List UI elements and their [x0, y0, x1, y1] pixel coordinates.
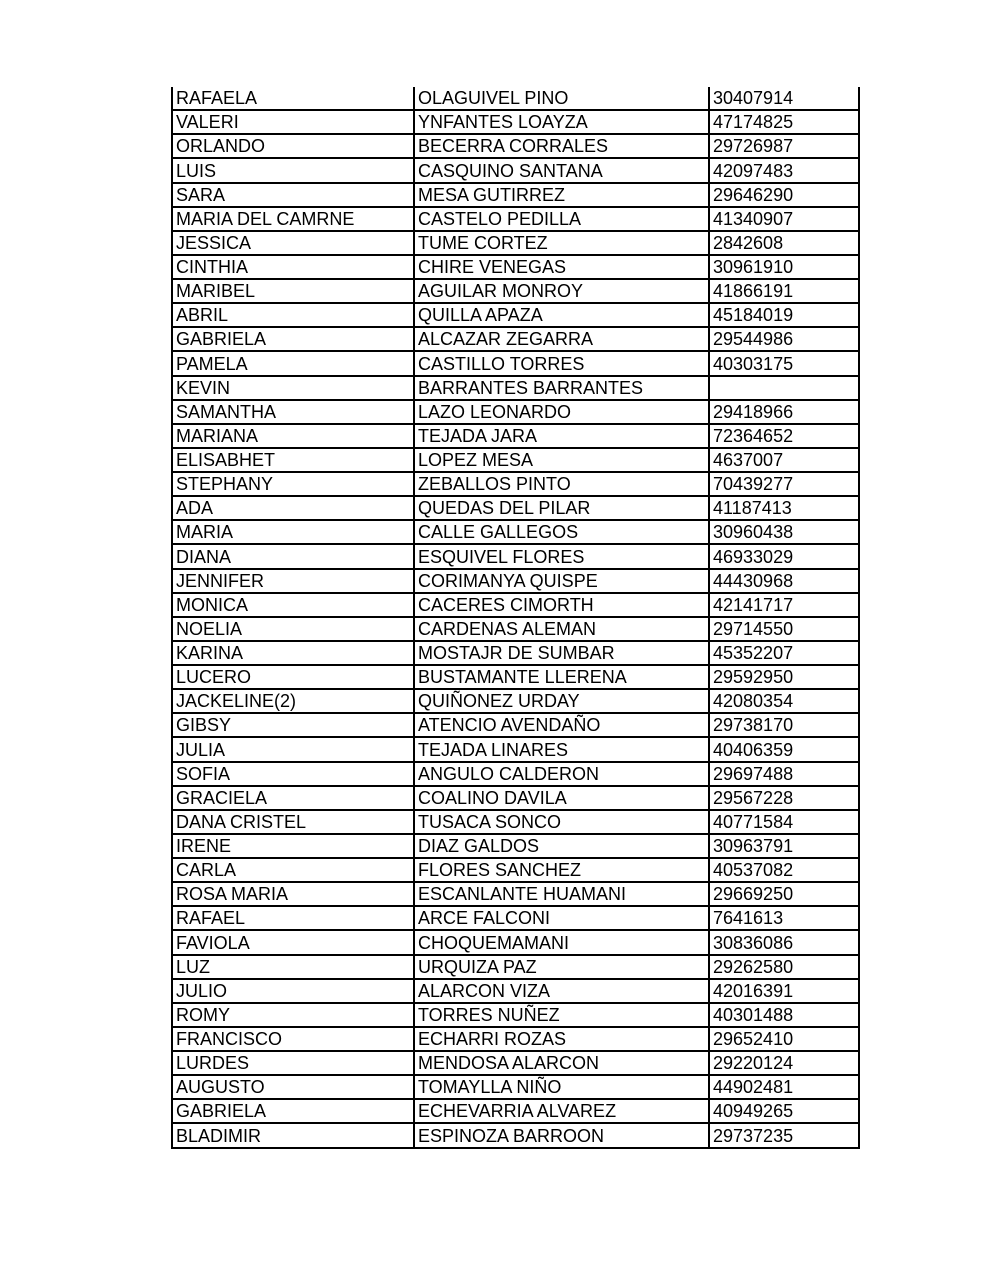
- table-row: [172, 183, 859, 207]
- surname-cell: CASTELO PEDILLA: [414, 207, 709, 231]
- id-number-cell: 30836086: [709, 930, 859, 954]
- first-name-cell: JACKELINE(2): [172, 689, 414, 713]
- surname-cell: CHIRE VENEGAS: [414, 255, 709, 279]
- first-name-cell: MARIANA: [172, 424, 414, 448]
- surname-cell: ECHEVARRIA ALVAREZ: [414, 1099, 709, 1123]
- table-body: [172, 87, 859, 1148]
- first-name-cell: RAFAELA: [172, 87, 414, 110]
- surname-cell: URQUIZA PAZ: [414, 955, 709, 979]
- id-number-cell: 29697488: [709, 762, 859, 786]
- table-row: [172, 834, 859, 858]
- id-number-cell: 4637007: [709, 448, 859, 472]
- first-name-cell: RAFAEL: [172, 906, 414, 930]
- id-number-cell: 29726987: [709, 134, 859, 158]
- first-name-cell: GABRIELA: [172, 1099, 414, 1123]
- id-number-cell: 46933029: [709, 544, 859, 568]
- first-name-cell: GABRIELA: [172, 327, 414, 351]
- surname-cell: MESA GUTIRREZ: [414, 183, 709, 207]
- surname-cell: YNFANTES LOAYZA: [414, 110, 709, 134]
- table-row: [172, 641, 859, 665]
- id-number-cell: 7641613: [709, 906, 859, 930]
- surname-cell: QUILLA APAZA: [414, 303, 709, 327]
- id-number-cell: 45352207: [709, 641, 859, 665]
- table-row: [172, 930, 859, 954]
- table-row: [172, 134, 859, 158]
- surname-cell: CACERES CIMORTH: [414, 593, 709, 617]
- surname-cell: CALLE GALLEGOS: [414, 520, 709, 544]
- table-row: [172, 376, 859, 400]
- table-row: [172, 351, 859, 375]
- id-number-cell: 41340907: [709, 207, 859, 231]
- id-number-cell: 40406359: [709, 737, 859, 761]
- id-number-cell: 44430968: [709, 569, 859, 593]
- first-name-cell: BLADIMIR: [172, 1123, 414, 1147]
- surname-cell: ANGULO CALDERON: [414, 762, 709, 786]
- surname-cell: CHOQUEMAMANI: [414, 930, 709, 954]
- id-number-cell: 42141717: [709, 593, 859, 617]
- id-number-cell: 40301488: [709, 1003, 859, 1027]
- first-name-cell: SAMANTHA: [172, 400, 414, 424]
- table-row: [172, 424, 859, 448]
- first-name-cell: LUZ: [172, 955, 414, 979]
- table-row: [172, 665, 859, 689]
- table-row: [172, 617, 859, 641]
- first-name-cell: FRANCISCO: [172, 1027, 414, 1051]
- table-row: [172, 737, 859, 761]
- table-row: [172, 689, 859, 713]
- id-number-cell: 40949265: [709, 1099, 859, 1123]
- id-number-cell: 29592950: [709, 665, 859, 689]
- first-name-cell: LURDES: [172, 1051, 414, 1075]
- id-number-cell: 29652410: [709, 1027, 859, 1051]
- id-number-cell: 29567228: [709, 786, 859, 810]
- surname-cell: TUME CORTEZ: [414, 231, 709, 255]
- id-number-cell: 30407914: [709, 87, 859, 110]
- id-number-cell: 41866191: [709, 279, 859, 303]
- id-number-cell: 29669250: [709, 882, 859, 906]
- id-number-cell: 29714550: [709, 617, 859, 641]
- first-name-cell: CINTHIA: [172, 255, 414, 279]
- surname-cell: BECERRA CORRALES: [414, 134, 709, 158]
- id-number-cell: 30961910: [709, 255, 859, 279]
- table-row: [172, 1099, 859, 1123]
- first-name-cell: KARINA: [172, 641, 414, 665]
- surname-cell: CASQUINO SANTANA: [414, 158, 709, 182]
- id-number-cell: 70439277: [709, 472, 859, 496]
- first-name-cell: MARIA: [172, 520, 414, 544]
- table-row: [172, 1123, 859, 1147]
- id-number-cell: 72364652: [709, 424, 859, 448]
- table-row: [172, 255, 859, 279]
- surname-cell: CORIMANYA QUISPE: [414, 569, 709, 593]
- table-row: [172, 544, 859, 568]
- id-number-cell: 30963791: [709, 834, 859, 858]
- first-name-cell: MONICA: [172, 593, 414, 617]
- first-name-cell: KEVIN: [172, 376, 414, 400]
- id-number-cell: 42097483: [709, 158, 859, 182]
- id-number-cell: [709, 376, 859, 400]
- surname-cell: CASTILLO TORRES: [414, 351, 709, 375]
- surname-cell: ESQUIVEL FLORES: [414, 544, 709, 568]
- first-name-cell: GRACIELA: [172, 786, 414, 810]
- id-number-cell: 30960438: [709, 520, 859, 544]
- id-number-cell: 40771584: [709, 810, 859, 834]
- id-number-cell: 29544986: [709, 327, 859, 351]
- table-row: [172, 110, 859, 134]
- id-number-cell: 44902481: [709, 1075, 859, 1099]
- surname-cell: TORRES NUÑEZ: [414, 1003, 709, 1027]
- id-number-cell: 42080354: [709, 689, 859, 713]
- first-name-cell: STEPHANY: [172, 472, 414, 496]
- table-row: [172, 87, 859, 110]
- id-number-cell: 42016391: [709, 979, 859, 1003]
- first-name-cell: VALERI: [172, 110, 414, 134]
- id-number-cell: 29646290: [709, 183, 859, 207]
- id-number-cell: 45184019: [709, 303, 859, 327]
- first-name-cell: LUIS: [172, 158, 414, 182]
- surname-cell: LOPEZ MESA: [414, 448, 709, 472]
- id-number-cell: 29262580: [709, 955, 859, 979]
- table-row: [172, 593, 859, 617]
- id-number-cell: 2842608: [709, 231, 859, 255]
- table-row: [172, 1003, 859, 1027]
- surname-cell: OLAGUIVEL PINO: [414, 87, 709, 110]
- name-id-table: [171, 87, 860, 1149]
- first-name-cell: NOELIA: [172, 617, 414, 641]
- first-name-cell: JESSICA: [172, 231, 414, 255]
- surname-cell: BUSTAMANTE LLERENA: [414, 665, 709, 689]
- table-row: [172, 520, 859, 544]
- table-row: [172, 810, 859, 834]
- first-name-cell: SARA: [172, 183, 414, 207]
- surname-cell: BARRANTES BARRANTES: [414, 376, 709, 400]
- surname-cell: TOMAYLLA NIÑO: [414, 1075, 709, 1099]
- first-name-cell: CARLA: [172, 858, 414, 882]
- surname-cell: MENDOSA ALARCON: [414, 1051, 709, 1075]
- table-row: [172, 1075, 859, 1099]
- table-row: [172, 713, 859, 737]
- first-name-cell: MARIA DEL CAMRNE: [172, 207, 414, 231]
- surname-cell: ECHARRI ROZAS: [414, 1027, 709, 1051]
- table-row: [172, 906, 859, 930]
- id-number-cell: 41187413: [709, 496, 859, 520]
- surname-cell: QUEDAS DEL PILAR: [414, 496, 709, 520]
- first-name-cell: DIANA: [172, 544, 414, 568]
- table-row: [172, 472, 859, 496]
- first-name-cell: ROSA MARIA: [172, 882, 414, 906]
- table-row: [172, 496, 859, 520]
- table-row: [172, 858, 859, 882]
- first-name-cell: LUCERO: [172, 665, 414, 689]
- table-row: [172, 158, 859, 182]
- surname-cell: ESCANLANTE HUAMANI: [414, 882, 709, 906]
- surname-cell: ZEBALLOS PINTO: [414, 472, 709, 496]
- first-name-cell: ABRIL: [172, 303, 414, 327]
- surname-cell: TEJADA JARA: [414, 424, 709, 448]
- id-number-cell: 40303175: [709, 351, 859, 375]
- first-name-cell: PAMELA: [172, 351, 414, 375]
- surname-cell: COALINO DAVILA: [414, 786, 709, 810]
- surname-cell: CARDENAS ALEMAN: [414, 617, 709, 641]
- first-name-cell: AUGUSTO: [172, 1075, 414, 1099]
- id-number-cell: 40537082: [709, 858, 859, 882]
- table-row: [172, 303, 859, 327]
- first-name-cell: IRENE: [172, 834, 414, 858]
- table-row: [172, 327, 859, 351]
- id-number-cell: 29737235: [709, 1123, 859, 1147]
- table-row: [172, 207, 859, 231]
- first-name-cell: ADA: [172, 496, 414, 520]
- table-row: [172, 762, 859, 786]
- first-name-cell: ELISABHET: [172, 448, 414, 472]
- first-name-cell: ROMY: [172, 1003, 414, 1027]
- surname-cell: TEJADA LINARES: [414, 737, 709, 761]
- surname-cell: TUSACA SONCO: [414, 810, 709, 834]
- surname-cell: DIAZ GALDOS: [414, 834, 709, 858]
- table-row: [172, 786, 859, 810]
- table-row: [172, 448, 859, 472]
- table-row: [172, 569, 859, 593]
- table-row: [172, 1027, 859, 1051]
- first-name-cell: SOFIA: [172, 762, 414, 786]
- first-name-cell: DANA CRISTEL: [172, 810, 414, 834]
- table-row: [172, 882, 859, 906]
- surname-cell: ARCE FALCONI: [414, 906, 709, 930]
- surname-cell: ESPINOZA BARROON: [414, 1123, 709, 1147]
- surname-cell: QUIÑONEZ URDAY: [414, 689, 709, 713]
- first-name-cell: ORLANDO: [172, 134, 414, 158]
- id-number-cell: 29738170: [709, 713, 859, 737]
- table-row: [172, 1051, 859, 1075]
- surname-cell: AGUILAR MONROY: [414, 279, 709, 303]
- surname-cell: ALCAZAR ZEGARRA: [414, 327, 709, 351]
- first-name-cell: GIBSY: [172, 713, 414, 737]
- table-row: [172, 400, 859, 424]
- first-name-cell: MARIBEL: [172, 279, 414, 303]
- id-number-cell: 29418966: [709, 400, 859, 424]
- table-row: [172, 231, 859, 255]
- surname-cell: ALARCON VIZA: [414, 979, 709, 1003]
- first-name-cell: FAVIOLA: [172, 930, 414, 954]
- first-name-cell: JULIO: [172, 979, 414, 1003]
- first-name-cell: JENNIFER: [172, 569, 414, 593]
- table-row: [172, 955, 859, 979]
- surname-cell: MOSTAJR DE SUMBAR: [414, 641, 709, 665]
- first-name-cell: JULIA: [172, 737, 414, 761]
- surname-cell: FLORES SANCHEZ: [414, 858, 709, 882]
- surname-cell: ATENCIO AVENDAÑO: [414, 713, 709, 737]
- id-number-cell: 29220124: [709, 1051, 859, 1075]
- table-row: [172, 279, 859, 303]
- surname-cell: LAZO LEONARDO: [414, 400, 709, 424]
- id-number-cell: 47174825: [709, 110, 859, 134]
- table-row: [172, 979, 859, 1003]
